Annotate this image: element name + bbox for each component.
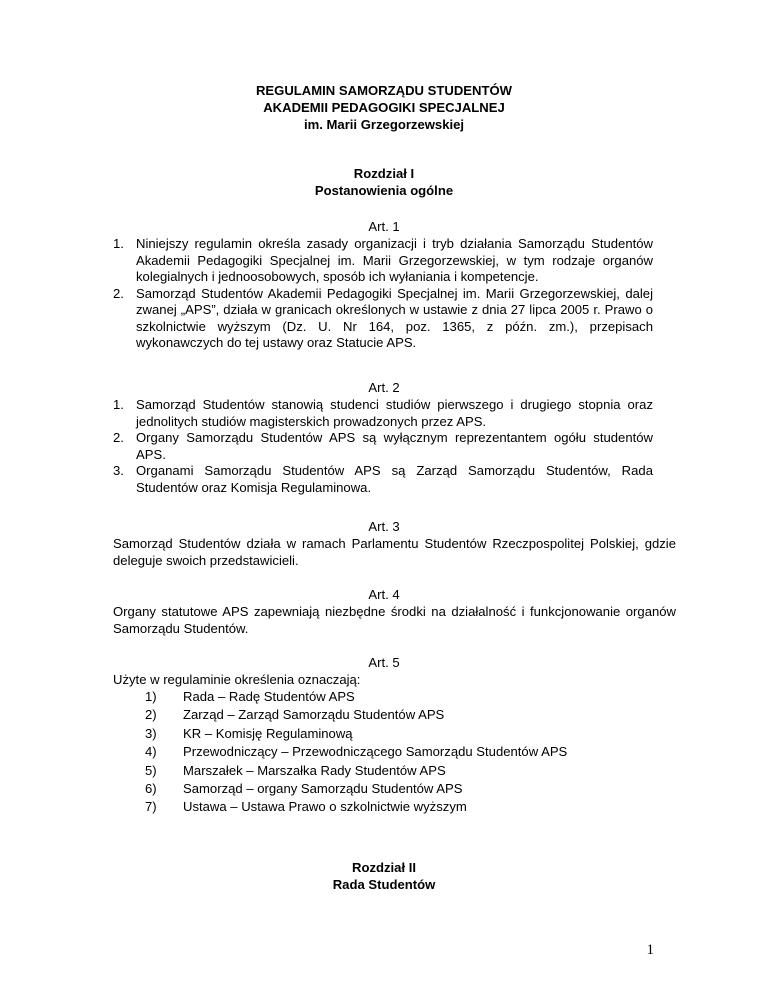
item-number: 2. xyxy=(113,285,124,301)
item-text: Niniejszy regulamin określa zasady organizacji i tryb działania Samorządu Studentów Akademii Pedagogiki Specjalnej im. Marii Grzegorzewskiej, w tym rodzaje organów kolegialnych i jednoosobowych, sposób ich wyłaniania i kompetencje. xyxy=(136,236,653,284)
item-text: Samorząd Studentów stanowią studenci studiów pierwszego i drugiego stopnia oraz jednolitych studiów magisterskich prowadzonych przez APS. xyxy=(136,397,653,429)
definition-item xyxy=(145,707,567,725)
definition-number: 5) xyxy=(145,762,157,778)
page-number: 1 xyxy=(646,942,654,958)
list-item xyxy=(113,236,653,286)
definition-item xyxy=(145,763,567,781)
definition-item xyxy=(145,689,567,707)
list-item xyxy=(113,430,653,463)
article-5-intro: Użyte w regulaminie określenia oznaczają: xyxy=(113,672,361,687)
item-number: 1. xyxy=(113,236,124,251)
item-text: Organami Samorządu Studentów APS są Zarząd Samorządu Studentów, Rada Studentów oraz Komisja Regulaminowa. xyxy=(136,463,653,495)
item-text: Samorząd Studentów Akademii Pedagogiki Specjalnej im. Marii Grzegorzewskiej, dalej zwanej „APS”, działa w granicach określonych w ustawie z dnia 27 lipca 2005 r. Prawo o szkolnictwie wyższym (Dz. U. Nr 164, poz. 1365, z późn. zm.), przepisach wykonawczych do tej ustawy oraz Statucie APS. xyxy=(136,285,653,350)
definition-number: 4) xyxy=(145,744,157,760)
definition-text: Samorząd – organy Samorządu Studentów APS xyxy=(183,780,463,796)
chapter-2-heading xyxy=(0,860,768,894)
definition-text: Przewodniczący – Przewodniczącego Samorządu Studentów APS xyxy=(183,744,568,760)
definition-text: KR – Komisję Regulaminową xyxy=(183,725,353,741)
article-2-heading: Art. 2 xyxy=(368,380,400,395)
article-2-list xyxy=(113,397,653,496)
definition-number: 2) xyxy=(145,707,157,723)
definition-text: Rada – Radę Studentów APS xyxy=(183,689,355,704)
chapter-title: Postanowienia ogólne xyxy=(314,183,454,198)
definition-text: Ustawa – Ustawa Prawo o szkolnictwie wyższym xyxy=(183,799,467,815)
chapter-number: Rozdział I xyxy=(353,166,415,181)
definition-text: Marszałek – Marszałka Rady Studentów APS xyxy=(183,762,446,778)
definition-number: 6) xyxy=(145,780,157,796)
item-number: 1. xyxy=(113,397,124,412)
list-item xyxy=(113,463,653,496)
title-line: AKADEMII PEDAGOGIKI SPECJALNEJ xyxy=(263,100,505,115)
list-item xyxy=(113,286,653,352)
chapter-number: Rozdział II xyxy=(351,860,417,875)
chapter-title: Rada Studentów xyxy=(332,877,436,892)
title-line: im. Marii Grzegorzewskiej xyxy=(303,117,465,132)
list-item xyxy=(113,397,653,430)
definition-number: 7) xyxy=(145,799,157,815)
document-title xyxy=(0,83,768,134)
article-1-heading: Art. 1 xyxy=(368,219,400,234)
definition-item xyxy=(145,726,567,744)
definitions-list xyxy=(145,689,567,818)
article-3-heading: Art. 3 xyxy=(368,519,400,534)
item-text: Organy Samorządu Studentów APS są wyłącznym reprezentantem ogółu studentów APS. xyxy=(136,430,653,462)
definition-item xyxy=(145,744,567,762)
definition-number: 3) xyxy=(145,725,157,741)
definition-text: Zarząd – Zarząd Samorządu Studentów APS xyxy=(183,707,445,723)
title-line: REGULAMIN SAMORZĄDU STUDENTÓW xyxy=(255,83,513,98)
article-5-heading: Art. 5 xyxy=(368,655,400,670)
article-1-list xyxy=(113,236,653,352)
definition-number: 1) xyxy=(145,689,157,704)
item-number: 2. xyxy=(113,430,124,445)
definition-item xyxy=(145,799,567,817)
article-4-text: Organy statutowe APS zapewniają niezbędne środki na działalność i funkcjonowanie organów Samorządu Studentów. xyxy=(113,604,676,636)
definition-item xyxy=(145,781,567,799)
article-3-text: Samorząd Studentów działa w ramach Parlamentu Studentów Rzeczpospolitej Polskiej, gdzie deleguje swoich przedstawicieli. xyxy=(113,536,676,568)
chapter-1-heading xyxy=(0,166,768,200)
item-number: 3. xyxy=(113,463,124,478)
article-4-heading: Art. 4 xyxy=(368,587,400,602)
